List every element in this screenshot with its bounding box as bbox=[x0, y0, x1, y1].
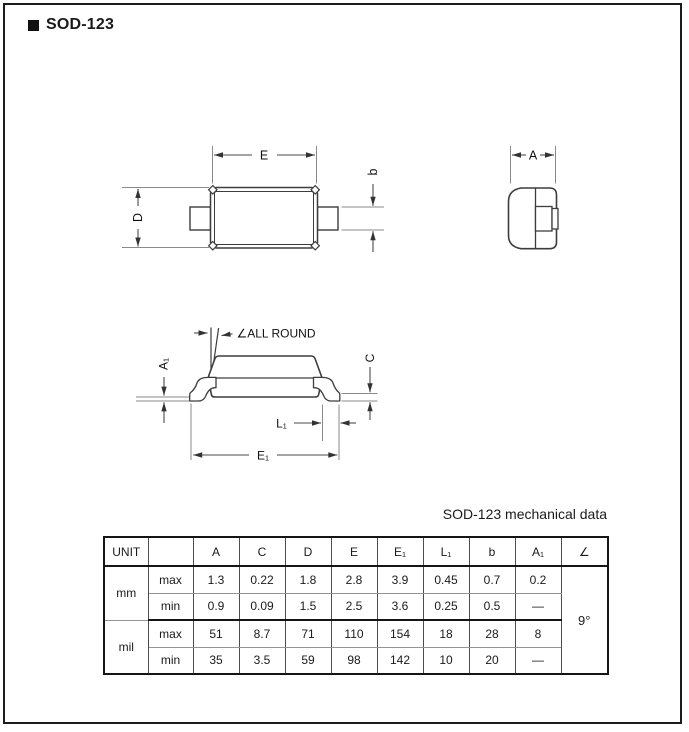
col-header-L1: L₁ bbox=[423, 537, 469, 566]
dim-label-a: A bbox=[528, 148, 538, 163]
profile-view-drawing bbox=[136, 327, 378, 463]
mechanical-data-table bbox=[103, 536, 609, 675]
value-cell: 110 bbox=[331, 620, 377, 647]
page-title: SOD-123 bbox=[46, 16, 115, 33]
col-header-A1: A₁ bbox=[515, 537, 561, 566]
top-view-right-lead bbox=[318, 207, 339, 230]
value-cell: — bbox=[515, 593, 561, 620]
dim-label-d: D bbox=[131, 212, 145, 223]
value-cell: 1.5 bbox=[285, 593, 331, 620]
value-cell: 154 bbox=[377, 620, 423, 647]
dim-label-l1: L₁ bbox=[276, 416, 287, 431]
value-cell: 142 bbox=[377, 647, 423, 674]
value-cell: 0.9 bbox=[193, 593, 239, 620]
value-cell: 8.7 bbox=[239, 620, 285, 647]
value-cell: 59 bbox=[285, 647, 331, 674]
col-header-angle: ∠ bbox=[561, 537, 608, 566]
col-header-E1: E₁ bbox=[377, 537, 423, 566]
dim-label-e: E bbox=[259, 148, 269, 163]
top-view-body-outline bbox=[211, 188, 318, 249]
col-header-A: A bbox=[193, 537, 239, 566]
limit-header bbox=[148, 537, 193, 566]
col-header-b: b bbox=[469, 537, 515, 566]
value-cell: 1.3 bbox=[193, 566, 239, 593]
value-cell: 20 bbox=[469, 647, 515, 674]
value-cell: 0.7 bbox=[469, 566, 515, 593]
value-cell: 0.45 bbox=[423, 566, 469, 593]
value-cell: 1.8 bbox=[285, 566, 331, 593]
side-view-drawing bbox=[509, 146, 559, 249]
value-cell: 0.5 bbox=[469, 593, 515, 620]
value-cell: 3.6 bbox=[377, 593, 423, 620]
all-round-label: ∠ALL ROUND bbox=[236, 326, 316, 341]
value-cell: 0.2 bbox=[515, 566, 561, 593]
unit-header: UNIT bbox=[104, 537, 148, 566]
value-cell: 0.25 bbox=[423, 593, 469, 620]
col-header-D: D bbox=[285, 537, 331, 566]
value-cell: 0.22 bbox=[239, 566, 285, 593]
side-view-lead-tab bbox=[536, 207, 553, 232]
value-cell: 71 bbox=[285, 620, 331, 647]
value-cell: 2.8 bbox=[331, 566, 377, 593]
table-caption: SOD-123 mechanical data bbox=[442, 506, 607, 522]
top-view-drawing bbox=[122, 146, 384, 252]
value-cell: 2.5 bbox=[331, 593, 377, 620]
value-cell: 0.09 bbox=[239, 593, 285, 620]
limit-cell: min bbox=[148, 647, 193, 674]
limit-cell: max bbox=[148, 566, 193, 593]
value-cell: 35 bbox=[193, 647, 239, 674]
col-header-E: E bbox=[331, 537, 377, 566]
value-cell: 98 bbox=[331, 647, 377, 674]
value-cell: — bbox=[515, 647, 561, 674]
side-view-lead-tab-end bbox=[552, 209, 558, 230]
value-cell: 3.5 bbox=[239, 647, 285, 674]
unit-cell-mil: mil bbox=[104, 620, 148, 674]
angle-value-cell: 9° bbox=[561, 566, 608, 674]
value-cell: 10 bbox=[423, 647, 469, 674]
value-cell: 3.9 bbox=[377, 566, 423, 593]
dim-label-a1: A₁ bbox=[156, 357, 171, 371]
profile-body-outline bbox=[208, 356, 322, 397]
dim-label-e1: E₁ bbox=[256, 448, 270, 463]
value-cell: 51 bbox=[193, 620, 239, 647]
col-header-C: C bbox=[239, 537, 285, 566]
limit-cell: min bbox=[148, 593, 193, 620]
dim-label-b: b bbox=[366, 168, 380, 176]
value-cell: 28 bbox=[469, 620, 515, 647]
value-cell: 8 bbox=[515, 620, 561, 647]
unit-cell-mm: mm bbox=[104, 566, 148, 620]
value-cell: 18 bbox=[423, 620, 469, 647]
dim-label-c: C bbox=[363, 353, 377, 363]
limit-cell: max bbox=[148, 620, 193, 647]
top-view-left-lead bbox=[190, 207, 211, 230]
